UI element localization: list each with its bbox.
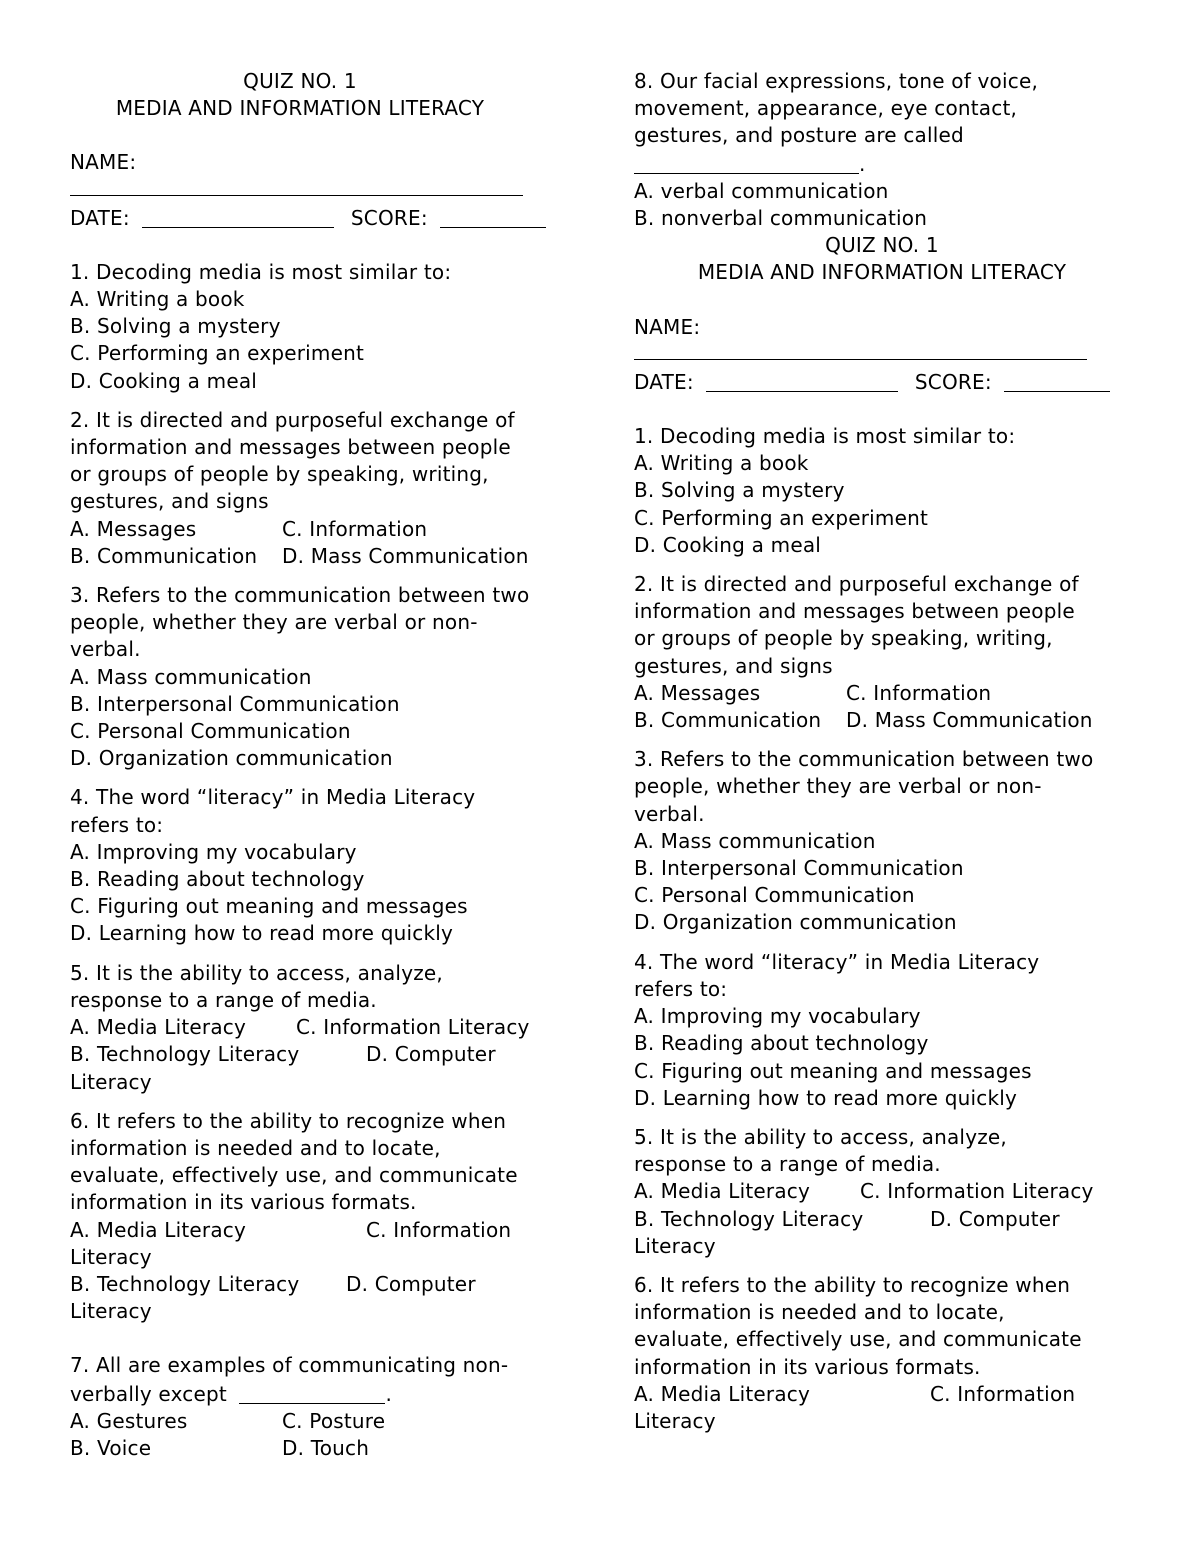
choice: D. Mass Communication — [846, 708, 1093, 733]
quiz-subject: MEDIA AND INFORMATION LITERACY — [697, 260, 1067, 285]
choice: B. Technology Literacy — [70, 1271, 300, 1296]
choice: C. Information — [846, 680, 992, 705]
choice: A. Writing a book — [634, 451, 809, 476]
question-text: 5. It is the ability to access, analyze, — [634, 1124, 1007, 1149]
name-label: NAME: — [634, 314, 701, 339]
choice: B. Reading about technology — [70, 867, 365, 892]
question-text: gestures, and signs — [634, 653, 833, 678]
question-text: refers to: — [70, 812, 164, 837]
choice-row — [634, 1178, 1134, 1205]
question-1 — [70, 259, 570, 395]
question-text: evaluate, effectively use, and communicate — [634, 1327, 1082, 1352]
date-blank[interactable] — [706, 371, 898, 392]
choice-row — [70, 1014, 570, 1041]
choice-row — [70, 1408, 570, 1435]
choice: C. Figuring out meaning and messages — [634, 1058, 1032, 1083]
choice: A. Gestures — [70, 1408, 188, 1433]
score-label: SCORE: — [350, 205, 428, 230]
choice: B. Technology Literacy — [70, 1042, 300, 1067]
question-text: response to a range of media. — [70, 987, 377, 1012]
choice: D. Organization communication — [634, 910, 957, 935]
period: . — [385, 1381, 393, 1406]
choice: D. Learning how to read more quickly — [634, 1085, 1018, 1110]
question-text: 4. The word “literacy” in Media Literacy — [70, 785, 476, 810]
score-blank[interactable] — [1004, 371, 1110, 392]
question-4 — [634, 949, 1134, 1112]
choice: B. Solving a mystery — [70, 314, 281, 339]
question-text: people, whether they are verbal or non- — [634, 774, 1042, 799]
choice: C. Information — [282, 516, 428, 541]
choice-row — [70, 1271, 570, 1298]
question-5 — [70, 960, 570, 1096]
question-text: 6. It refers to the ability to recognize when — [70, 1108, 507, 1133]
choice-row — [634, 1206, 1134, 1233]
question-4 — [70, 784, 570, 947]
choice-row — [70, 543, 570, 570]
question-text: 7. All are examples of communicating non- — [70, 1353, 509, 1378]
choice: C. Information Literacy — [296, 1015, 530, 1040]
period: . — [859, 151, 866, 176]
choice: B. Voice — [70, 1435, 152, 1460]
choice: A. Media Literacy — [70, 1217, 247, 1242]
choice: A. Mass communication — [634, 828, 876, 853]
question-text: information is needed and to locate, — [634, 1300, 1005, 1325]
date-label: DATE: — [634, 369, 694, 394]
choice-continuation: Literacy — [634, 1408, 716, 1433]
question-text-with-blank — [634, 150, 1134, 178]
question-text-with-blank — [70, 1380, 570, 1408]
score-label: SCORE: — [914, 369, 992, 394]
choice: B. Solving a mystery — [634, 478, 845, 503]
question-text: 2. It is directed and purposeful exchange of — [70, 407, 515, 432]
choice: B. Communication — [634, 708, 822, 733]
question-3 — [634, 746, 1134, 936]
question-text: evaluate, effectively use, and communicate — [70, 1163, 518, 1188]
choice: A. Improving my vocabulary — [70, 839, 357, 864]
choice: A. Media Literacy — [634, 1381, 811, 1406]
choice-row — [70, 516, 570, 543]
question-text: 5. It is the ability to access, analyze, — [70, 960, 443, 985]
choice: D. Computer — [930, 1206, 1060, 1231]
question-text: or groups of people by speaking, writing, — [634, 626, 1053, 651]
choice-row — [70, 1041, 570, 1068]
choice: C. Performing an experiment — [70, 341, 365, 366]
date-blank[interactable] — [142, 207, 334, 228]
question-text: 3. Refers to the communication between two — [70, 583, 530, 608]
choice: B. Interpersonal Communication — [70, 691, 400, 716]
choice-continuation: Literacy — [70, 1069, 152, 1094]
question-text: 6. It refers to the ability to recognize when — [634, 1272, 1071, 1297]
name-blank[interactable] — [70, 189, 523, 196]
question-text: response to a range of media. — [634, 1152, 941, 1177]
name-label: NAME: — [70, 150, 137, 175]
choice: A. Mass communication — [70, 664, 312, 689]
question-text: 3. Refers to the communication between two — [634, 747, 1094, 772]
question-text: gestures, and signs — [70, 489, 269, 514]
choice: A. Writing a book — [70, 287, 245, 312]
choice: D. Cooking a meal — [634, 532, 822, 557]
question-7 — [70, 1352, 570, 1462]
question-text: 2. It is directed and purposeful exchange of — [634, 572, 1079, 597]
question-text: movement, appearance, eye contact, — [634, 96, 1018, 121]
choice: D. Computer — [366, 1042, 496, 1067]
choice: C. Information — [366, 1217, 512, 1242]
question-text: information in its various formats. — [70, 1190, 417, 1215]
choice: C. Performing an experiment — [634, 505, 929, 530]
quiz-copy-right — [634, 68, 1134, 1435]
question-text: information and messages between people — [70, 435, 511, 460]
choice-row — [70, 1435, 570, 1462]
choice: C. Posture — [282, 1408, 386, 1433]
score-blank[interactable] — [440, 207, 546, 228]
choice: B. Reading about technology — [634, 1031, 929, 1056]
choice: C. Figuring out meaning and messages — [70, 894, 468, 919]
question-text: refers to: — [634, 976, 728, 1001]
choice: C. Information Literacy — [860, 1179, 1094, 1204]
choice: D. Cooking a meal — [70, 368, 258, 393]
question-1 — [634, 423, 1134, 559]
question-text: 1. Decoding media is most similar to: — [70, 259, 452, 284]
answer-blank[interactable] — [239, 1383, 385, 1404]
choice: C. Personal Communication — [70, 719, 351, 744]
quiz-copy-left — [70, 68, 570, 1462]
choice: A. Messages — [634, 680, 761, 705]
question-text: verbal. — [634, 801, 705, 826]
question-5 — [634, 1124, 1134, 1260]
choice: B. Interpersonal Communication — [634, 856, 964, 881]
choice-continuation: Literacy — [634, 1233, 716, 1258]
choice-row — [634, 1381, 1134, 1408]
date-score-row — [70, 204, 570, 232]
quiz-subject: MEDIA AND INFORMATION LITERACY — [115, 96, 485, 121]
choice: A. Media Literacy — [634, 1179, 811, 1204]
question-text: information is needed and to locate, — [70, 1135, 441, 1160]
quiz-title: QUIZ NO. 1 — [243, 69, 357, 93]
question-3 — [70, 582, 570, 772]
choice: B. nonverbal communication — [634, 206, 928, 231]
question-text: or groups of people by speaking, writing, — [70, 462, 489, 487]
date-score-row — [634, 368, 1134, 396]
question-2 — [634, 571, 1134, 734]
choice: B. Technology Literacy — [634, 1206, 864, 1231]
question-text: information in its various formats. — [634, 1354, 981, 1379]
question-text: 8. Our facial expressions, tone of voice, — [634, 69, 1039, 93]
choice: D. Learning how to read more quickly — [70, 921, 454, 946]
choice: D. Touch — [282, 1435, 370, 1460]
choice: A. Improving my vocabulary — [634, 1004, 921, 1029]
choice: A. verbal communication — [634, 178, 889, 203]
choice: C. Personal Communication — [634, 883, 915, 908]
question-6 — [70, 1108, 570, 1326]
name-blank[interactable] — [634, 353, 1087, 360]
choice: D. Computer — [346, 1271, 476, 1296]
date-label: DATE: — [70, 205, 130, 230]
choice: A. Media Literacy — [70, 1015, 247, 1040]
question-6 — [634, 1272, 1134, 1435]
question-text: 1. Decoding media is most similar to: — [634, 424, 1016, 449]
choice-continuation: Literacy — [70, 1244, 152, 1269]
choice: A. Messages — [70, 516, 197, 541]
question-text: information and messages between people — [634, 599, 1075, 624]
choice-continuation: Literacy — [70, 1299, 152, 1324]
choice-row — [634, 680, 1134, 707]
question-text: gestures, and posture are called — [634, 123, 964, 148]
quiz-title: QUIZ NO. 1 — [825, 233, 939, 258]
answer-blank[interactable] — [634, 153, 859, 174]
choice: D. Organization communication — [70, 746, 393, 771]
question-8 — [634, 68, 1134, 232]
choice: C. Information — [930, 1381, 1076, 1406]
question-text: people, whether they are verbal or non- — [70, 610, 478, 635]
question-text: 4. The word “literacy” in Media Literacy — [634, 949, 1040, 974]
question-2 — [70, 407, 570, 570]
choice: B. Communication — [70, 543, 258, 568]
choice-row — [70, 1217, 570, 1244]
choice-row — [634, 707, 1134, 734]
question-text: verbally except — [70, 1381, 227, 1406]
question-text: verbal. — [70, 637, 141, 662]
choice: D. Mass Communication — [282, 543, 529, 568]
